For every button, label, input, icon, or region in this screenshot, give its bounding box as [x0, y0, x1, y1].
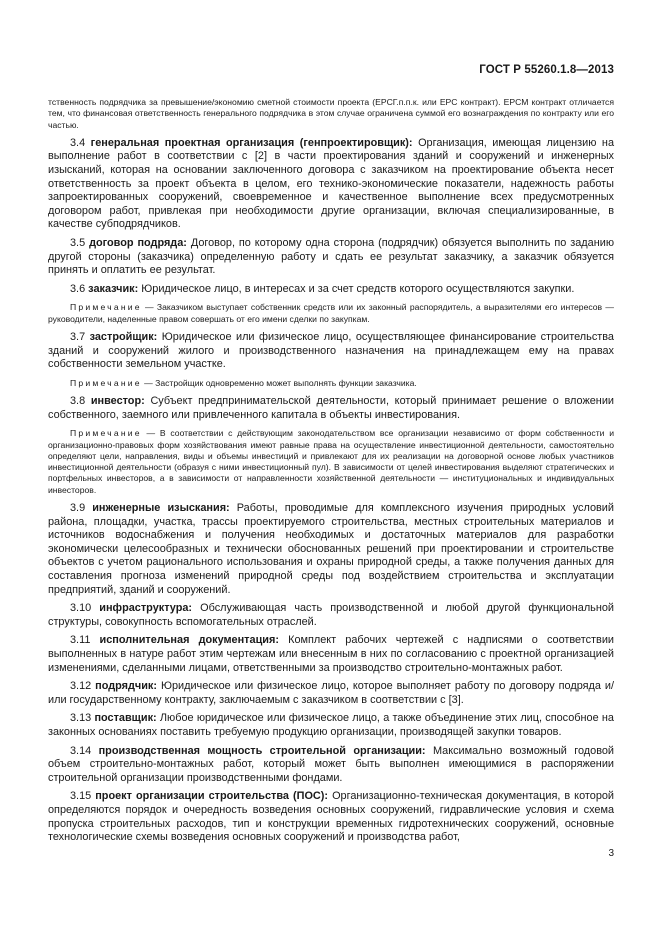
term-entry [48, 790, 614, 844]
term-title: инженерные изыскания: [92, 502, 230, 515]
term-number: 3.15 [70, 790, 92, 803]
term-title: застройщик: [89, 331, 158, 344]
term-number: 3.13 [70, 712, 92, 725]
term-entry [48, 634, 614, 675]
term-note [48, 378, 614, 389]
term-number: 3.6 [70, 282, 86, 295]
term-title: поставщик: [94, 712, 157, 725]
term-note [48, 428, 614, 496]
term-entry [48, 602, 614, 629]
term-entry [48, 680, 614, 707]
term-title: инфраструктура: [99, 602, 193, 615]
term-definition: Субъект предпринимательской деятельности, который принимает решение о вложении собственного, заемного или привлеченного капитала в объекты инвестирования. [48, 395, 614, 421]
term-title: генеральная проектная организация (генпроектировщик): [90, 136, 413, 149]
term-number: 3.14 [70, 744, 92, 757]
document-page [48, 0, 614, 936]
term-number: 3.11 [70, 634, 91, 647]
term-entry [48, 237, 614, 278]
term-definition: Юридическое или физическое лицо, осуществляющее финансирование строительства зданий и сооружений жилого и производственного назначения на принадлежащем ему на правах собственности земельном участке. [48, 331, 614, 371]
term-title: договор подряда: [89, 237, 187, 250]
page-number: 3 [608, 848, 614, 859]
note-label: Примечание [70, 302, 142, 313]
term-definition: Максимально возможный годовой объем строительно-монтажных работ, который может быть выполнен имеющимися в распоряжении строительной организации производственными фондами. [48, 744, 615, 784]
note-label: Примечание [70, 428, 142, 439]
term-entry [48, 502, 614, 597]
term-number: 3.4 [70, 136, 86, 149]
term-definition: Любое юридическое или физическое лицо, а также объединение этих лиц, способное на законных основаниях поставить требуемую продукцию организации, производящей закупки товаров. [48, 712, 614, 738]
term-title: исполнительная документация: [99, 634, 279, 647]
term-definition: Организационно-техническая документация, в которой определяются порядок и очередность возведения основных сооружений, гидравлические условия и схема пропуска строительных расходов, тип и конструкции временных гидротехнических сооружений, основные технологические схемы возведения основных сооружений и производства работ, [48, 790, 615, 844]
term-entry [48, 137, 614, 232]
intro-note: тственность подрядчика за превышение/экономию сметной стоимости проекта (EPCГ.п.п.к. или EPC контракт). EPCM контракт отличается тем, что финансовая ответственность генерального подрядчика в этом случае ограничена суммой его вознаграждения по контракту или его частью. [48, 97, 614, 130]
term-title: заказчик: [88, 282, 139, 295]
term-entry [48, 283, 614, 297]
term-definition: Обслуживающая часть производственной и любой другой функциональной структуры, совокупность вспомогательных отраслей. [48, 602, 615, 628]
term-title: подрядчик: [95, 680, 158, 693]
term-number: 3.10 [70, 602, 92, 615]
term-entry [48, 712, 614, 739]
term-entry [48, 745, 614, 786]
note-text: — Застройщик одновременно может выполнять функции заказчика. [144, 377, 417, 388]
document-body [48, 97, 614, 845]
term-entry [48, 331, 614, 372]
term-number: 3.9 [70, 502, 86, 515]
term-definition: Договор, по которому одна сторона (подрядчик) обязуется выполнить по заданию другой стороны (заказчика) определенную работу и сдать ее результат заказчику, а заказчик обязуется принять и оплатить ее результат. [48, 237, 614, 277]
term-definition: Комплект рабочих чертежей с надписями о соответствии выполненных в натуре работ этим чертежам или внесенным в них по согласованию с проектной организацией изменениями, сделанными лицами, ответственными за производство строительно-монтажных работ. [48, 634, 614, 674]
term-title: проект организации строительства (ПОС): [95, 790, 329, 803]
term-number: 3.7 [70, 331, 86, 344]
term-list [48, 137, 614, 845]
note-text: — Заказчиком выступает собственник средств или их законный распорядитель, а выразителями его интересов — руководители, наделенные правом совершать от его имени сделки по закупкам. [48, 302, 614, 324]
term-definition: Организация, имеющая лицензию на выполнение работ в соответствии с [2] в части проектирования зданий и сооружений и инженерных изысканий, которая на основании заключенного договора с заказчиком на проектирование объекта несет ответственность за проект объекта в целом, его технико-экономические показатели, надежность работы запроектированных сооружений, своевременное и качественное выполнение всех предусмотренных договором работ, привлекая при необходимости другие организации, включая специализированные, в качестве субподрядчиков. [48, 136, 615, 231]
term-definition: Юридическое или физическое лицо, которое выполняет работу по договору подряда и/или государственному контракту, заключаемым с заказчиком в соответствии с [3]. [48, 680, 614, 706]
term-definition: Работы, проводимые для комплексного изучения природных условий района, площадки, участка, трассы проектируемого строительства, местных строительных материалов и источников водоснабжения и получения необходимых и достаточных материалов для разработки экономически целесообразных и технически обоснованных решений при проектировании и строительстве объектов с учетом рационального использования и охраны природной среды, а также получения данных для составления прогноза изменений природной среды под воздействием строительства и эксплуатации предприятий, зданий и сооружений. [48, 502, 614, 596]
term-number: 3.5 [70, 237, 86, 250]
note-text: — В соответствии с действующим законодательством все организации независимо от форм собственности и организационно-правовых форм хозяйствования имеют равные права на осуществление инвестиционной деятельности, самостоятельно определяют цели, направления, виды и объемы инвестиций и привлекают для их реализации на договорной основе любых участников инвестиционной деятельности (образуя с ними инвестиционный пул). В зависимости от целей инвестирования выделяют стратегических и портфельных инвесторов, а в зависимости от направленности хозяйственной деятельности — институциональных и индивидуальных инвесторов. [48, 428, 615, 495]
document-id-header: ГОСТ Р 55260.1.8—2013 [479, 64, 614, 76]
term-note [48, 302, 614, 325]
term-number: 3.8 [70, 395, 86, 408]
term-title: инвестор: [90, 395, 145, 408]
term-title: производственная мощность строительной организации: [98, 744, 426, 757]
note-label: Примечание [70, 377, 142, 388]
term-number: 3.12 [70, 680, 92, 693]
term-definition: Юридическое лицо, в интересах и за счет средств которого осуществляются закупки. [141, 282, 575, 295]
term-entry [48, 395, 614, 422]
